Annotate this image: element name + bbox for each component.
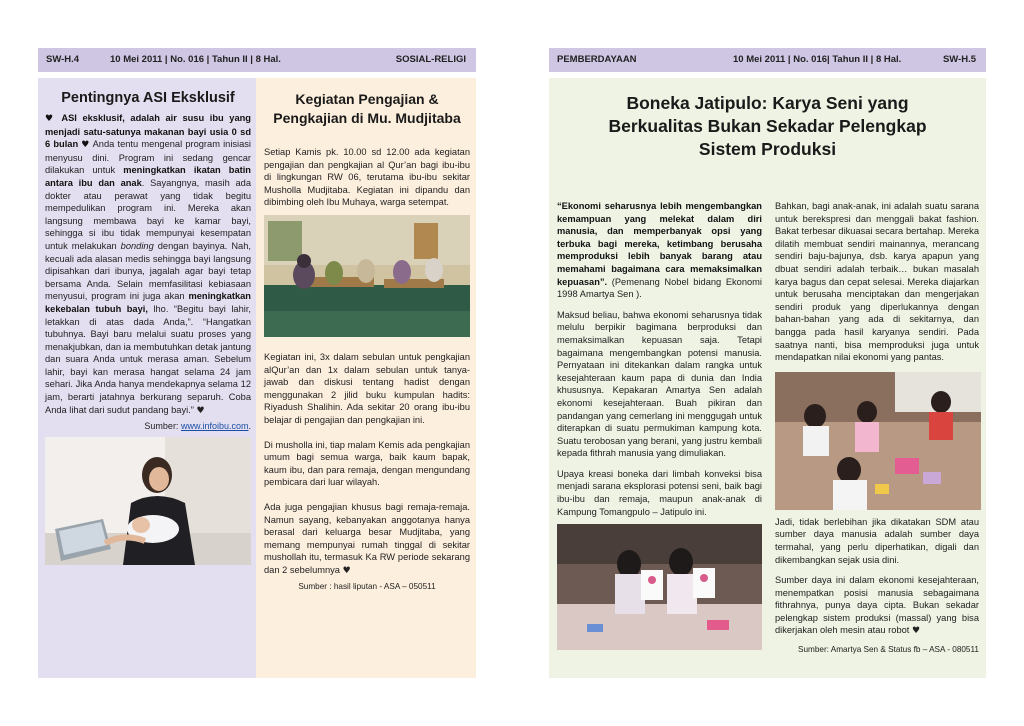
right-header-band	[549, 48, 986, 72]
pengajian-article	[256, 78, 476, 678]
left-date-info: 10 Mei 2011 | No. 016 | Tahun II | 8 Hal.	[110, 54, 281, 65]
boneka-article	[549, 78, 986, 678]
left-page-code: SW-H.4	[46, 54, 80, 65]
asi-body: ♥ ASI eksklusif, adalah air susu ibu yang menjadi satu-satunya makanan bayi usia 0 sd 6 bulan ♥ Anda tentu mengenal program inisiasi menyusu dini. Program ini sedang gencar dilakukan untuk meningkatkan ikatan batin antara ibu dan anak. Sayangnya, masih ada dokter atau perawat yang tidak begitu mempedulikan program ini. Mereka akan langsung membawa bayi ke kamar bayi, sehingga si ibu tidak mempunyai kesempatan untuk melakukan bonding dengan bayinya. Nah, kecuali ada alasan medis sehingga bayi langsung dipisahkan dari ibunya, jagalah agar bayi tetap bersama Anda. Selain memfasilitasi kebiasaan menyusui, program ini juga akan meningkatkan kekebalan tubuh bayi, lho. “Begitu bayi lahir, letakkan di atas dada Anda,”. “Hangatkan tubuhnya. Bayi baru melalui suatu proses yang menakjubkan, dan ia membutuhkan detak jantung dan suara Anda untuk merasa aman. Sebelum lahir, bayi kan merasa hangat selama 24 jam sehari. Jika Anda hanya mendekapnya selama 12 jam, berarti jatahnya berkurang separuh. Coba Anda lihat dari sudut pandang bayi.” ♥	[45, 113, 251, 416]
boneka-p5: Jadi, tidak berlebihan jika dikatakan SDM atau sumber daya manusia adalah sumber daya termahal, yang perlu diperhatikan, digali dan dikembangkan sejak usia dini.	[775, 516, 979, 565]
boneka-p3: Upaya kreasi boneka dari limbah konveksi bisa menjadi sarana eksplorasi potensi seni, baik bagi ibu-ibu dan remaja, maupun anak-anak di Kampung Tomangpulo – Jatipulo ini.	[557, 468, 762, 517]
left-section-label: SOSIAL-RELIGI	[395, 54, 466, 65]
left-page	[38, 48, 476, 680]
pengajian-source: Sumber : hasil liputan - ASA – 050511	[298, 582, 436, 592]
boneka-source: Sumber: Amartya Sen & Status fb – ASA - 080511	[798, 645, 979, 655]
heart-icon: ♥	[911, 626, 921, 637]
right-page-code: SW-H.5	[942, 54, 976, 65]
asi-source: Sumber: www.infoibu.com.	[144, 421, 251, 432]
asi-article	[38, 78, 256, 678]
boneka-column-2	[775, 200, 979, 654]
children-playing-photo	[775, 372, 981, 510]
children-with-dolls-photo	[557, 524, 762, 650]
boneka-quote: “Ekonomi seharusnya lebih mengembangkan kemampuan yang melekat dalam diri manusia, dan memperbanyak opsi yang terbuka bagi mereka, ketimbang berusaha memproduksi lebih banyak barang atau memahami bagaimana cara memaksimalkan kepuasan”. (Pemenang Nobel bidang Ekonomi 1998 Amartya Sen ).	[557, 201, 762, 300]
mother-breastfeeding-photo	[45, 437, 251, 565]
pengajian-p2: Kegiatan ini, 3x dalam sebulan untuk pengkajian alQur’an dan 1x dalam sebulan untuk tanya-jawab dan diskusi tentang hadist dengan menggunakan 2 jilid buku kumpulan hadits: Riyadush Shalihin. Ada sekitar 20 orang ibu-ibu belajar di pengajian dan pengkajian ini.	[264, 351, 470, 425]
pengajian-title: Kegiatan Pengajian & Pengkajian di Mu. Mudjitaba	[273, 91, 461, 126]
pengajian-p4: Ada juga pengajian khusus bagi remaja-remaja. Namun sayang, kebanyakan anggotanya hanya berasal dari keluarga besar Mudjitaba, yang memang mempunyai rumah tinggal di sekitar mushollah itu, termasuk Ka RW periode sekarang dan 2 sebelumnya ♥	[264, 501, 470, 576]
boneka-title: Boneka Jatipulo: Karya Seni yang Berkualitas Bukan Sekadar Pelengkap Sistem Produksi	[608, 93, 927, 159]
boneka-p6: Sumber daya ini dalam ekonomi kesejahteraan, menempatkan posisi manusia sebagaimana fithrahnya, punya daya cipta. Bukan sekadar pelengkap sistem produksi (massal) yang bisa dikerjakan oleh mesin atau robot ♥	[775, 575, 979, 637]
left-header-band	[38, 48, 476, 72]
asi-title: Pentingnya ASI Eksklusif	[61, 90, 235, 106]
boneka-p4: Bahkan, bagi anak-anak, ini adalah suatu sarana untuk berekspresi dan menggali bakat fashion. Bakat terbesar dikuasai secara bertahap. Mereka dilatih membuat sendiri mainannya, merancang sendiri baju-bajunya, dsb. karya apapun yang dbuat sendiri adalah terbaik… bukan masalah karya bagus dan cepat selesai. Mereka diajarkan untuk berusaha menciptakan dan mengerjakan sendiri produk yang diperlukannya dengan bahan-bahan yang ada di sekitarnya, dan bangga pada hasil karyanya sendiri. Pada saatnya nanti, bisa memproduksi juga untuk mendapatkan nilai ekonomi yang pantas.	[775, 201, 979, 363]
infoibu-link[interactable]: www.infoibu.com	[180, 421, 249, 432]
right-section-label: PEMBERDAYAAN	[557, 54, 637, 65]
heart-icon: ♥	[196, 405, 205, 416]
boneka-p2: Maksud beliau, bahwa ekonomi seharusnya tidak melulu berpikir bagimana berproduksi dan memaksimalkan kepuasan saja. Tetapi bagaimana mengembangkan potensi manusia. Pernyataan ini ditekankan dalam rangka untuk kesejahteraan kaum papa di dunia dan India khususnya. Kepakaran Amartya Sen adalah ekonomi kesejahteraan. Buah pikiran dan pandangan yang cemerlang ini menggugah untuk diterapkan di suatu permukiman kampung kota. Suatu terobosan yang berani, yang justru kembali kepada fithrah manusia yang dimuliakan.	[557, 309, 762, 459]
heart-icon: ♥	[342, 565, 351, 576]
boneka-column-1	[557, 200, 762, 650]
heart-icon: ♥	[45, 114, 57, 124]
right-page	[549, 48, 986, 680]
right-date-info: 10 Mei 2011 | No. 016| Tahun II | 8 Hal.	[733, 54, 902, 65]
pengajian-p1: Setiap Kamis pk. 10.00 sd 12.00 ada kegiatan pengajian dan pengkajian al Qur’an bagi ibu-ibu di lingkungan RW 06, terutama ibu-ibu sekitar Musholla Mudjitaba. Kegiatan ini dipandu dan dibimbing oleh Ibu Muhaya, warga setempat.	[264, 147, 470, 208]
heart-icon: ♥	[81, 140, 90, 151]
pengajian-class-photo	[264, 215, 470, 337]
pengajian-p3: Di musholla ini, tiap malam Kemis ada pengkajian umum bagi semua warga, baik kaum bapak, kaum ibu, dan para remaja, dengan mengundang pembicara dari luar wilayah.	[264, 439, 470, 488]
